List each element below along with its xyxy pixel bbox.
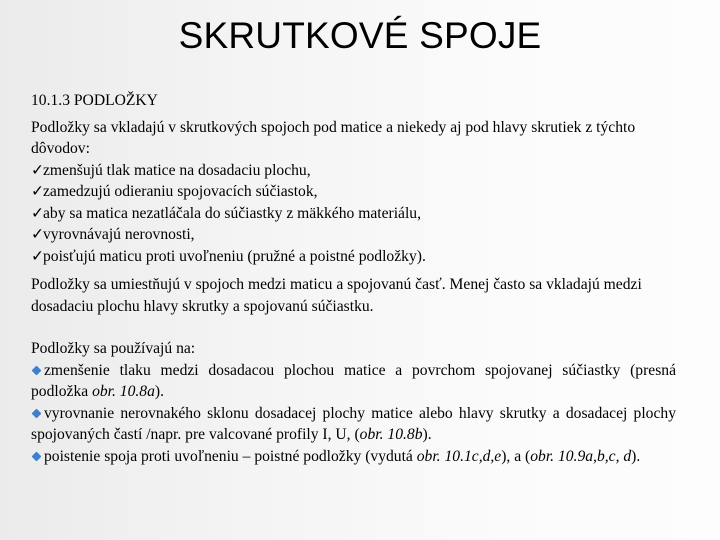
list-item-text: ), a ( <box>501 447 531 465</box>
diamond-bullet-icon <box>32 365 42 375</box>
list-item <box>31 160 676 182</box>
list-item-tail: ). <box>154 383 164 400</box>
diamond-bullet-icon <box>32 408 42 418</box>
checkmark-icon: ✓ <box>31 204 45 222</box>
checkmark-icon: ✓ <box>31 226 45 243</box>
usage-lead: Podložky sa používajú na: <box>31 340 196 357</box>
placement-paragraph: Podložky sa umiestňujú v spojoch medzi maticu a spojovanú časť. Menej často sa vkladajú medzi dosadaciu plochu hlavy skrutky a spojovanú súčiastku. <box>31 276 642 315</box>
list-item-text: vyrovnanie nerovnakého sklonu dosadacej plochy matice alebo hlavy skrutky a dosadacej plochy spojovaných častí /napr. pre valcované profily I, U, ( <box>31 404 676 443</box>
list-item-text: aby sa matica nezatláčala do súčiastky z mäkkého materiálu, <box>43 204 421 222</box>
slide-content <box>31 90 676 467</box>
list-item-text: vyrovnávajú nerovnosti, <box>43 226 195 243</box>
reasons-list <box>31 160 676 268</box>
figure-reference: obr. 10.1c,d,e <box>416 447 502 465</box>
checkmark-icon: ✓ <box>31 183 45 200</box>
list-item <box>31 224 676 246</box>
list-item <box>31 246 676 268</box>
figure-reference: obr. 10.8b <box>359 426 423 443</box>
list-item-text: zamedzujú odieraniu spojovacích súčiastok, <box>43 183 318 200</box>
intro-paragraph: Podložky sa vkladajú v skrutkových spojoch pod matice a niekedy aj pod hlavy skrutiek z týchto dôvodov: <box>31 118 636 157</box>
figure-reference: obr. 10.8a <box>92 383 155 400</box>
list-item <box>31 360 676 403</box>
list-item <box>31 203 676 225</box>
section-heading: 10.1.3 PODLOŽKY <box>31 92 158 109</box>
figure-reference: obr. 10.9a,b,c, d <box>530 447 632 465</box>
slide-title: SKRUTKOVÉ SPOJE <box>178 15 542 56</box>
usage-list <box>31 360 676 468</box>
list-item <box>31 181 676 203</box>
list-item-tail: ). <box>631 447 641 465</box>
list-item-text: zmenšenie tlaku medzi dosadacou plochou matice a povrchom spojovanej súčiastky (presná podložka <box>31 361 676 400</box>
list-item <box>31 403 676 446</box>
checkmark-icon: ✓ <box>31 161 45 179</box>
list-item-tail: ). <box>422 426 432 443</box>
list-item-text: zmenšujú tlak matice na dosadaciu plochu, <box>43 161 311 179</box>
checkmark-icon: ✓ <box>31 247 45 265</box>
list-item-text: poisťujú maticu proti uvoľneniu (pružné a poistné podložky). <box>43 247 426 265</box>
diamond-bullet-icon <box>32 451 42 461</box>
list-item-text: poistenie spoja proti uvoľneniu – poistné podložky (vydutá <box>44 447 417 465</box>
list-item <box>31 446 676 468</box>
